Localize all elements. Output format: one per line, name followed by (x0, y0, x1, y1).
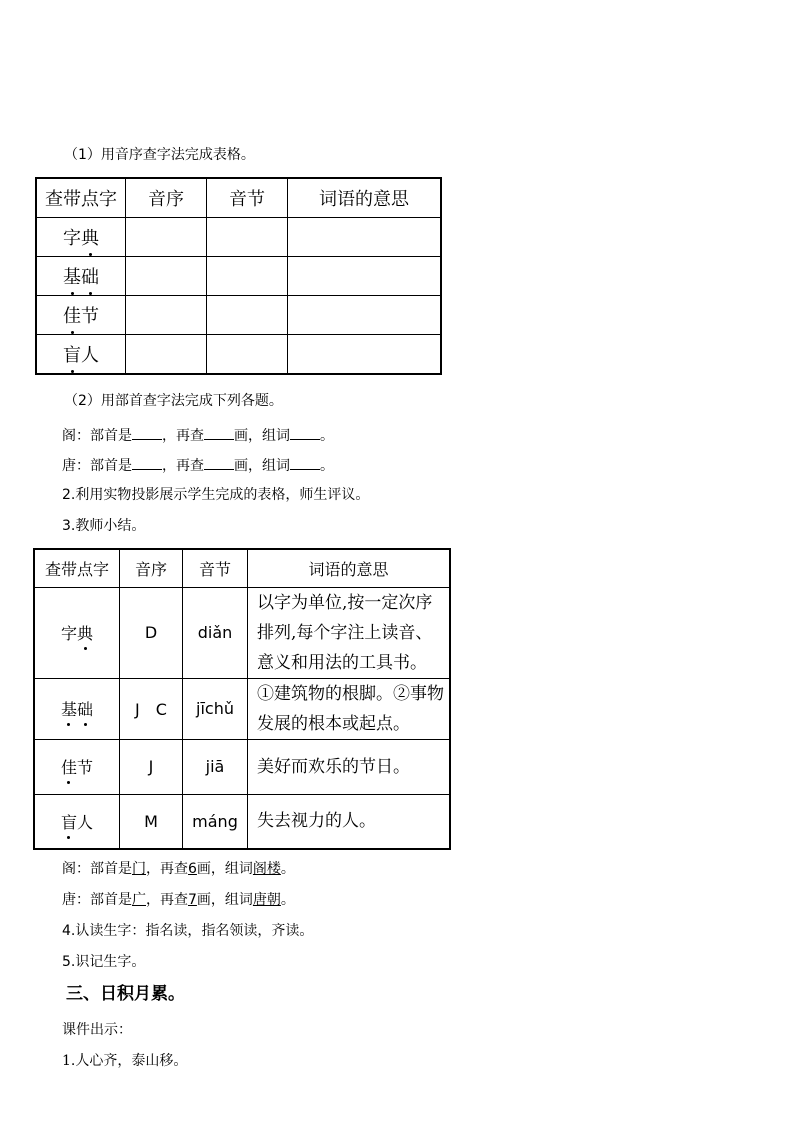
section-heading: 三、日积月累。 (66, 984, 185, 1004)
answer-cell[interactable] (288, 335, 442, 375)
table-header: 查带点字 (36, 178, 126, 218)
table-row (36, 257, 441, 296)
table-row (34, 678, 450, 739)
syllable-cell: máng (183, 794, 248, 849)
word-blank[interactable] (290, 455, 320, 470)
item-4: 4.认读生字：指名读，指名领读，齐读。 (62, 923, 314, 939)
index-cell: M (120, 794, 183, 849)
answer-cell[interactable] (207, 296, 288, 335)
meaning-cell: 以字为单位,按一定次序排列,每个字注上读音、意义和用法的工具书。 (248, 587, 451, 678)
answer-cell[interactable] (288, 296, 442, 335)
answer-line-tang: 唐：部首是广，再查7画，组词唐朝。 (62, 892, 295, 908)
word-cell: 佳节 (36, 296, 126, 335)
stroke-blank[interactable] (204, 455, 234, 470)
answer-cell[interactable] (207, 257, 288, 296)
table-header: 音节 (207, 178, 288, 218)
answer-cell[interactable] (126, 296, 207, 335)
item-2: 2.利用实物投影展示学生完成的表格，师生评议。 (62, 487, 370, 503)
word-cell: 字典 (36, 218, 126, 257)
courseware-label: 课件出示： (62, 1022, 132, 1038)
index-cell: D (120, 587, 183, 678)
word-blank[interactable] (290, 425, 320, 440)
answer-cell[interactable] (126, 335, 207, 375)
item-5: 5.识记生字。 (62, 954, 146, 970)
table-header: 音节 (183, 549, 248, 587)
step2-caption: （2）用部首查字法完成下列各题。 (64, 393, 283, 409)
index-cell: J C (120, 678, 183, 739)
table-header: 音序 (126, 178, 207, 218)
syllable-cell: diǎn (183, 587, 248, 678)
word-cell: 基础 (34, 678, 120, 739)
proverb-1: 1.人心齐，泰山移。 (62, 1053, 188, 1069)
blank-line-ge: 阁：部首是 ，再查 画，组词 。 (62, 425, 334, 445)
table-row (36, 218, 441, 257)
answer-line-ge: 阁：部首是门，再查6画，组词阁楼。 (62, 861, 295, 877)
meaning-cell: 美好而欢乐的节日。 (248, 739, 451, 794)
stroke-blank[interactable] (204, 425, 234, 440)
answer-cell[interactable] (288, 218, 442, 257)
table-row (36, 296, 441, 335)
table-header: 词语的意思 (288, 178, 442, 218)
radical-blank[interactable] (132, 425, 162, 440)
word-cell: 基础 (36, 257, 126, 296)
answer-cell[interactable] (126, 218, 207, 257)
answer-cell[interactable] (207, 335, 288, 375)
syllable-cell: jīchǔ (183, 678, 248, 739)
word-cell: 盲人 (36, 335, 126, 375)
table-header: 音序 (120, 549, 183, 587)
table-header: 查带点字 (34, 549, 120, 587)
radical-blank[interactable] (132, 455, 162, 470)
word-cell: 盲人 (34, 794, 120, 849)
answer-cell[interactable] (288, 257, 442, 296)
table-header: 词语的意思 (248, 549, 451, 587)
blank-line-tang: 唐：部首是 ，再查 画，组词 。 (62, 455, 334, 475)
word-cell: 佳节 (34, 739, 120, 794)
meaning-cell: ①建筑物的根脚。②事物发展的根本或起点。 (248, 678, 451, 739)
table-row (34, 794, 450, 849)
table-pinyin-index-blank (35, 177, 442, 375)
item-3: 3.教师小结。 (62, 518, 146, 534)
step1-caption: （1）用音序查字法完成表格。 (64, 147, 255, 163)
syllable-cell: jiā (183, 739, 248, 794)
table-row (36, 335, 441, 375)
meaning-cell: 失去视力的人。 (248, 794, 451, 849)
answer-cell[interactable] (207, 218, 288, 257)
word-cell: 字典 (34, 587, 120, 678)
table-row (34, 739, 450, 794)
answer-cell[interactable] (126, 257, 207, 296)
table-row (34, 587, 450, 678)
index-cell: J (120, 739, 183, 794)
table-pinyin-index-answers (33, 548, 451, 850)
